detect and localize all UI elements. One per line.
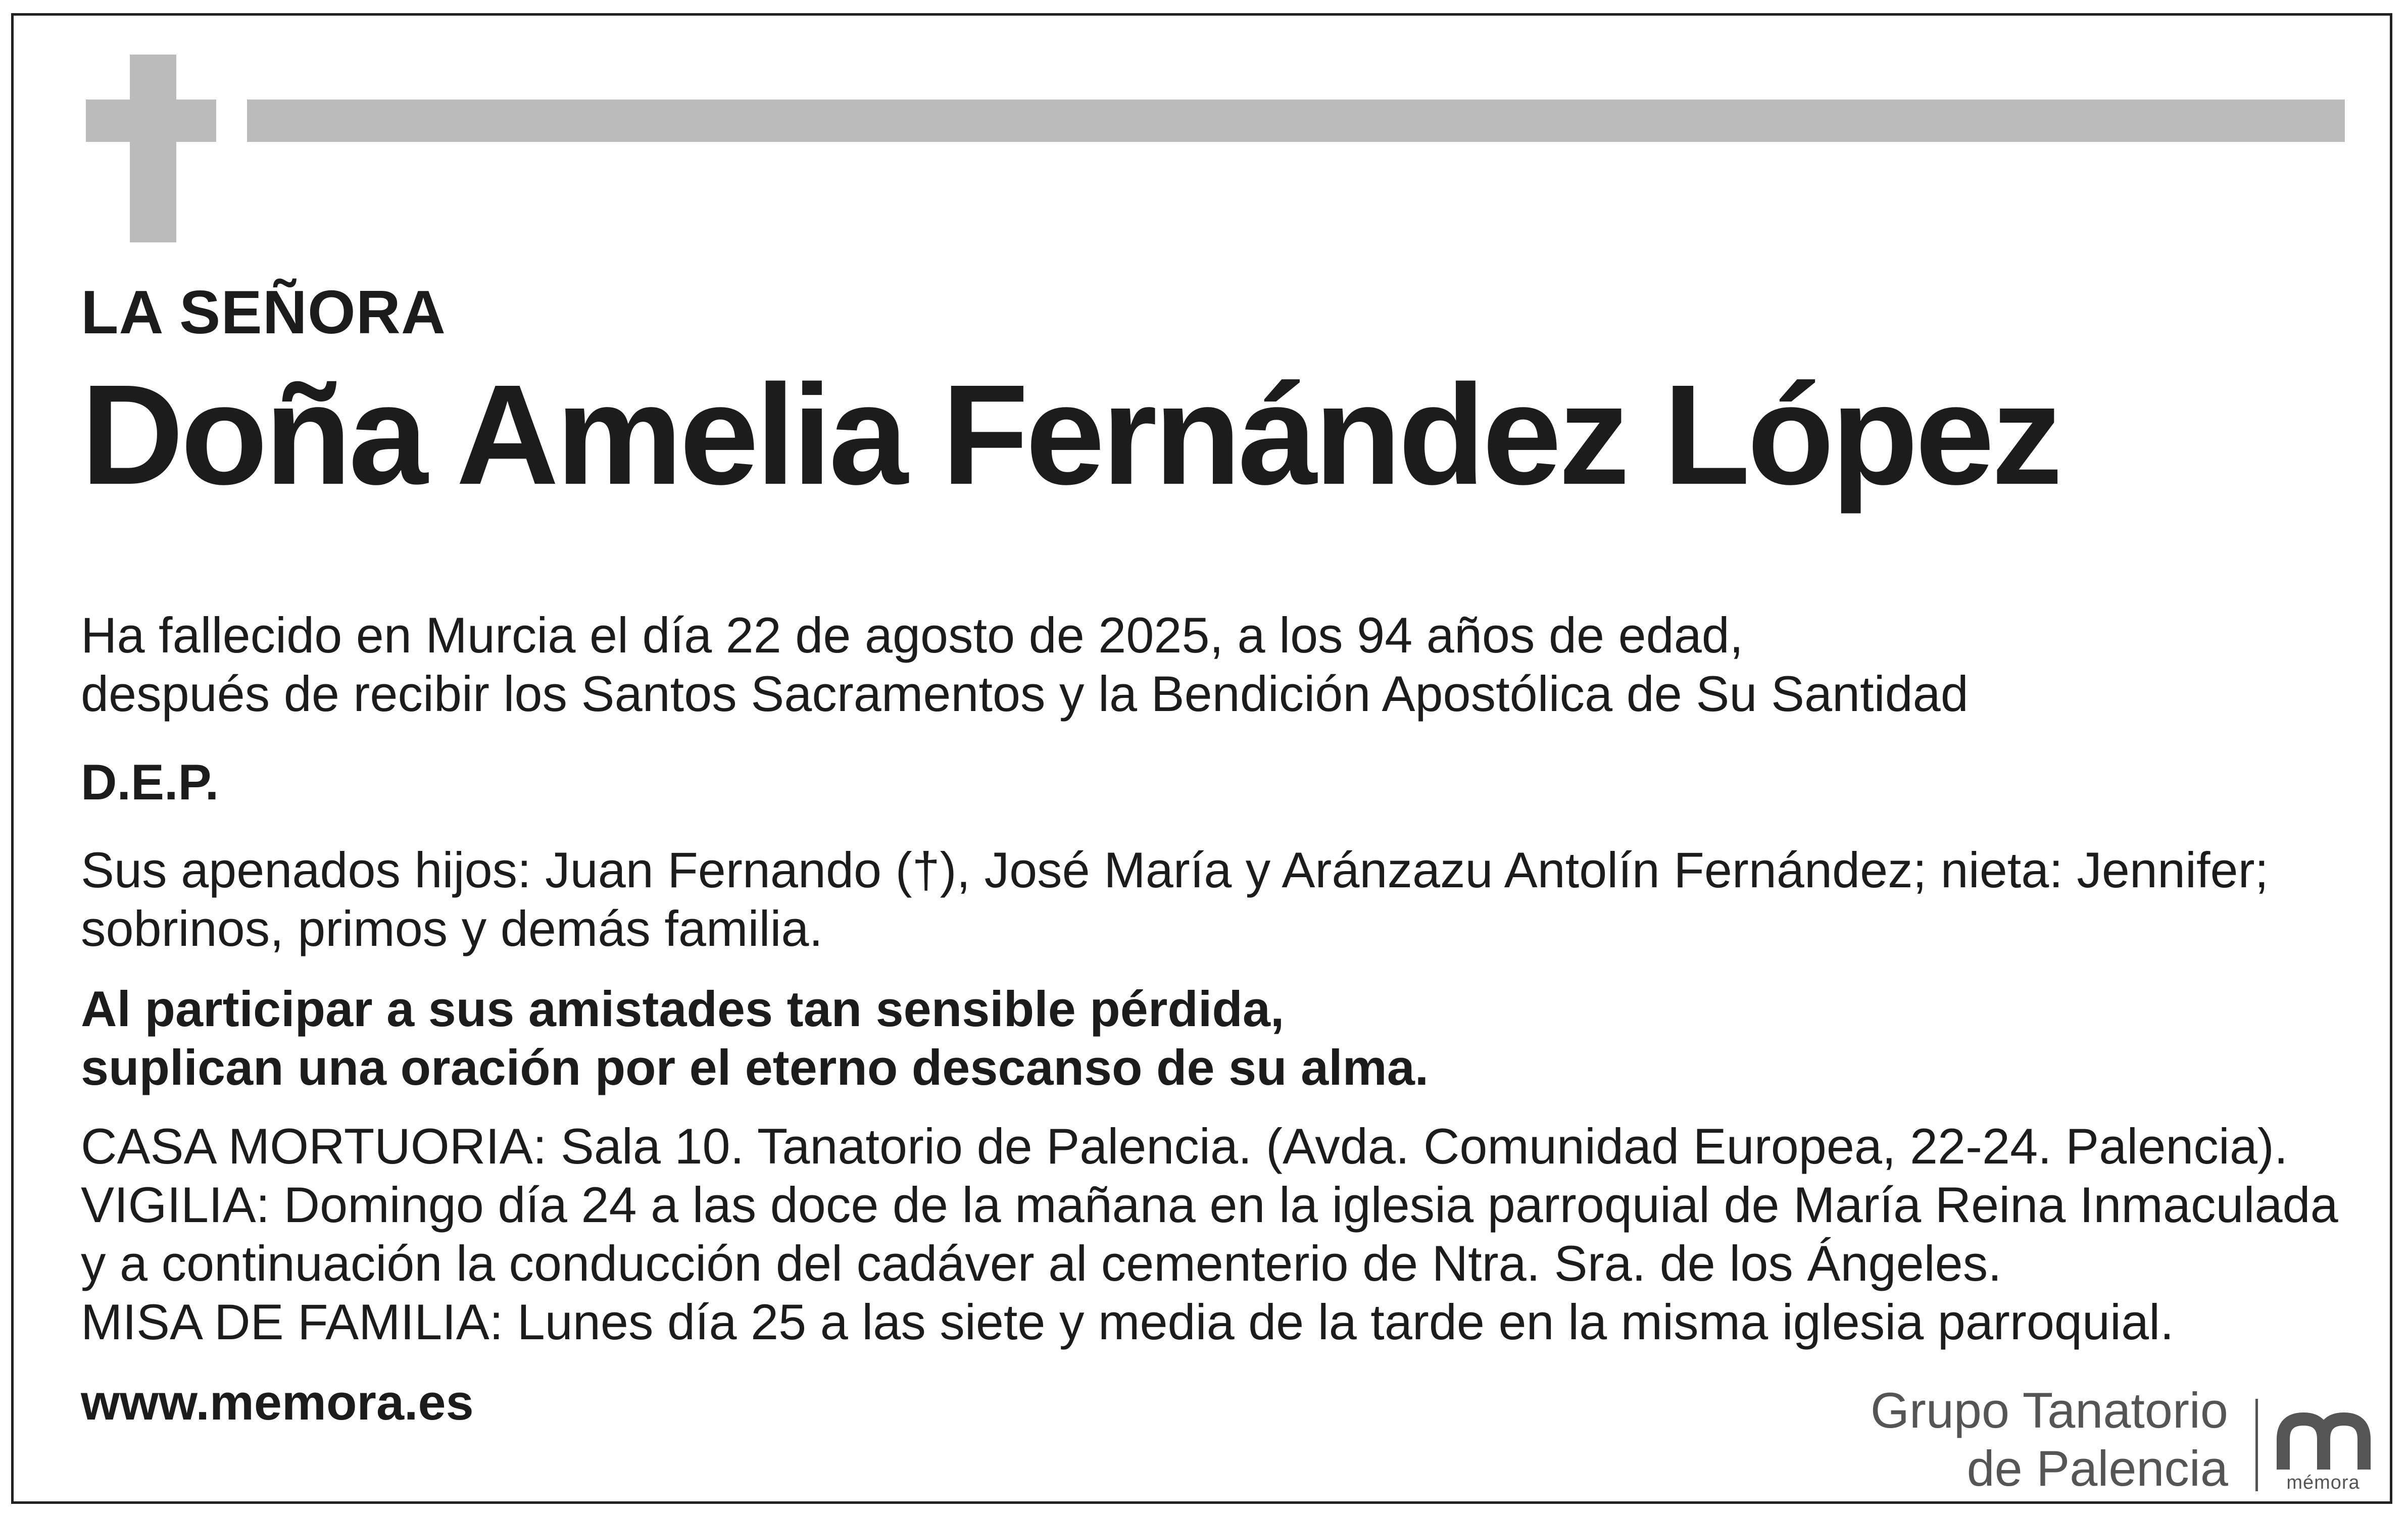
website-link[interactable]: www.memora.es: [81, 1374, 474, 1430]
text-line: Sus apenados hijos: Juan Fernando (†), José María y Aránzazu Antolín Fernández; nieta: Jennifer;: [81, 842, 2269, 898]
dep-abbreviation: D.E.P.: [81, 754, 219, 810]
cross-horizontal-bar: [86, 99, 216, 142]
notice-title: LA SEÑORA: [81, 278, 446, 346]
text-line: CASA MORTUORIA: Sala 10. Tanatorio de Palencia. (Avda. Comunidad Europea, 22-24. Palencia).: [81, 1118, 2288, 1174]
text-line: VIGILIA: Domingo día 24 a las doce de la mañana en la iglesia parroquial de María Reina Inmaculada: [81, 1177, 2338, 1233]
text-line: Al participar a sus amistades tan sensible pérdida,: [81, 981, 1285, 1037]
text-line: sobrinos, primos y demás familia.: [81, 900, 823, 956]
text-line: suplican una oración por el eterno descanso de su alma.: [81, 1039, 1429, 1095]
funeral-home-name: [1871, 1381, 2228, 1497]
cross-vertical-bar: [130, 55, 176, 242]
text-line: MISA DE FAMILIA: Lunes día 25 a las siete y media de la tarde en la misma iglesia parroquial.: [81, 1294, 2174, 1350]
deceased-name: Doña Amelia Fernández López: [81, 355, 2060, 514]
company-line: de Palencia: [1967, 1440, 2228, 1496]
service-details: [81, 1117, 2338, 1351]
text-line: Ha fallecido en Murcia el día 22 de agosto de 2025, a los 94 años de edad,: [81, 607, 1744, 663]
company-line: Grupo Tanatorio: [1870, 1382, 2228, 1438]
family-list: [81, 841, 2269, 958]
death-announcement: [81, 606, 1969, 723]
top-rule: [247, 99, 2345, 142]
text-line: después de recibir los Santos Sacramentos y la Bendición Apostólica de Su Santidad: [81, 666, 1969, 722]
footer-divider: [2255, 1399, 2258, 1491]
prayer-request: [81, 980, 1429, 1097]
text-line: y a continuación la conducción del cadáver al cementerio de Ntra. Sra. de los Ángeles.: [81, 1235, 2002, 1291]
logo-wordmark: mémora: [2286, 1472, 2360, 1493]
